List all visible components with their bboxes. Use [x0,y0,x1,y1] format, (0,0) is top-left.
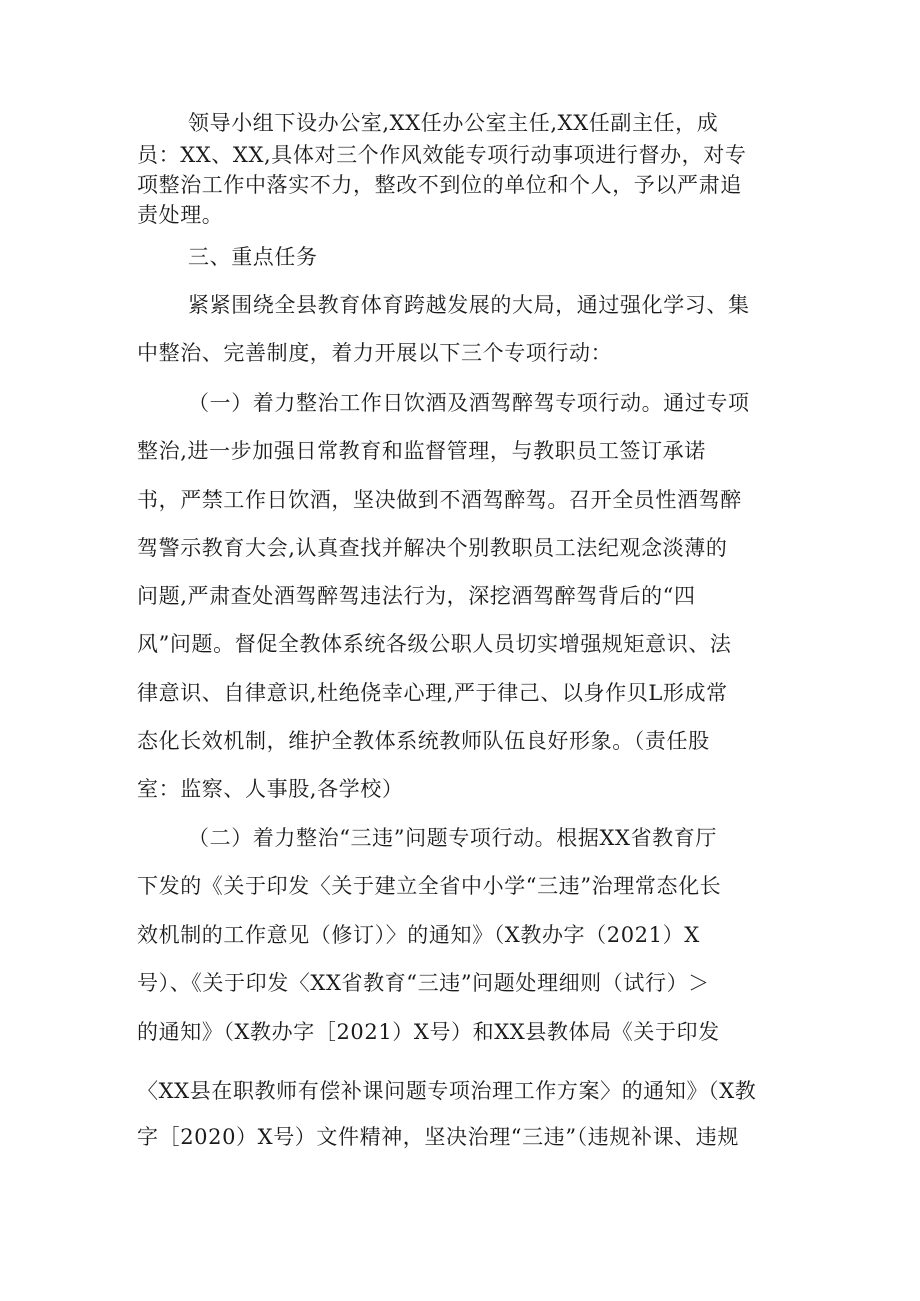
section-heading: 三、重点任务 [188,245,318,269]
paragraph-1-line-1: 领导小组下设办公室,XX任办公室主任,XX任副主任，成 [188,111,719,135]
paragraph-4-line-1: （二）着力整治“三违”问题专项行动。根据XX省教育厅 [188,826,717,850]
paragraph-4-line-4: 号）、《关于印发〈XX省教育“三违”问题处理细则（试行）＞ [137,971,710,995]
paragraph-1-line-3: 项整治工作中落实不力，整改不到位的单位和个人，予以严肃追 [137,173,742,197]
paragraph-3-line-8: 态化长效机制，维护全教体系统教师队伍良好形象。（责任股 [137,729,710,753]
paragraph-3-line-1: （一）着力整治工作日饮酒及酒驾醉驾专项行动。通过专项 [188,391,750,415]
paragraph-4-line-3: 效机制的工作意见（修订）〉的通知》（X教办字（2021）X [137,923,700,947]
paragraph-4-line-7: 字［2020）X号）文件精神，坚决治理“三违”（违规补课、违规 [137,1125,739,1149]
paragraph-2-line-1: 紧紧围绕全县教育体育跨越发展的大局，通过强化学习、集 [188,293,750,317]
paragraph-2-line-2: 中整治、完善制度，着力开展以下三个专项行动： [137,341,613,365]
paragraph-3-line-5: 问题,严肃查处酒驾醉驾违法行为，深挖酒驾醉驾背后的“四 [137,584,696,608]
paragraph-3-line-7: 律意识、自律意识,杜绝侥幸心理,严于律己、以身作贝L形成常 [137,681,728,705]
paragraph-3-line-4: 驾警示教育大会,认真查找并解决个别教职员工法纪观念淡薄的 [137,536,728,560]
paragraph-3-line-9: 室：监察、人事股,各学校） [137,777,404,801]
paragraph-3-line-6: 风”问题。督促全教体系统各级公职人员切实增强规矩意识、法 [137,632,732,656]
paragraph-4-line-2: 下发的《关于印发〈关于建立全省中小学“三违”治理常态化长 [137,874,722,898]
paragraph-3-line-2: 整治,进一步加强日常教育和监督管理，与教职员工签订承诺 [137,439,706,463]
paragraph-1-line-4: 责处理。 [137,203,224,227]
paragraph-4-line-6: 〈XX县在职教师有偿补课问题专项治理工作方案〉的通知》（X教 [137,1079,757,1103]
paragraph-1-line-2: 员：XX、XX,具体对三个作风效能专项行动事项进行督办，对专 [137,143,747,167]
paragraph-3-line-3: 书，严禁工作日饮酒，坚决做到不酒驾醉驾。召开全员性酒驾醉 [137,488,742,512]
paragraph-4-line-5: 的通知》（X教办字［2021）X号）和XX县教体局《关于印发 [137,1020,720,1044]
